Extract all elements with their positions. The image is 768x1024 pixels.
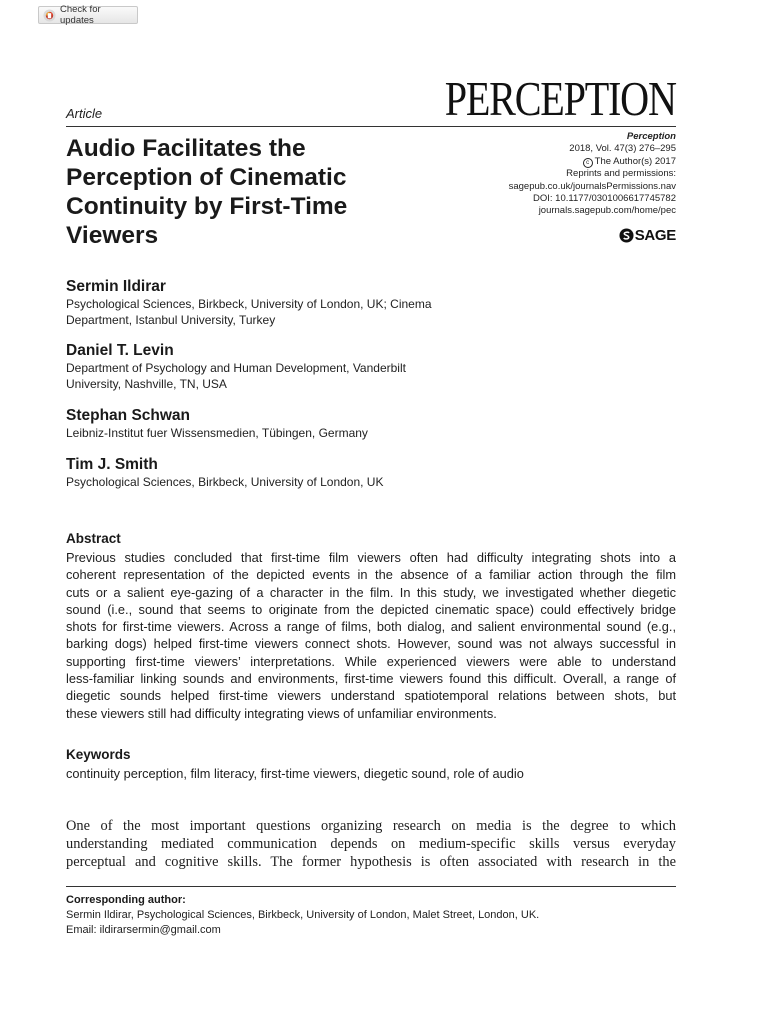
journal-name: Perception [626, 131, 676, 142]
author-name: Tim J. Smith [66, 456, 158, 473]
abstract-line: cuts or a salient eye-gazing of a character in the film. In this study, we investigated whether diegetic [66, 584, 676, 600]
copyright-text: The Author(s) 2017 [594, 155, 676, 167]
corresponding-author-email[interactable]: Email: ildirarsermin@gmail.com [66, 924, 221, 936]
keywords-text: continuity perception, film literacy, first-time viewers, diegetic sound, role of audio [66, 766, 524, 781]
header-divider [66, 126, 676, 127]
title-line: Continuity by First-Time [66, 193, 348, 220]
publisher-name: SAGE [634, 227, 676, 244]
publication-metadata [509, 131, 676, 218]
title-line: Audio Facilitates the [66, 135, 306, 162]
author-name: Sermin Ildirar [66, 278, 166, 295]
author-affiliation [66, 474, 506, 490]
author-name: Stephan Schwan [66, 407, 191, 424]
copyright-icon: c [583, 158, 593, 168]
article-title [66, 134, 466, 250]
doi-link[interactable]: DOI: 10.1177/0301006617745782 [533, 193, 676, 205]
article-type-label: Article [66, 106, 103, 121]
sage-logo-icon [619, 228, 634, 243]
corresponding-author-address: Sermin Ildirar, Psychological Sciences, Birkbeck, University of London, Malet Street, London, UK. [66, 909, 540, 921]
body-line: understanding mediated communication depends on medium-specific skills versus everyday [66, 836, 676, 852]
journal-home-link[interactable]: journals.sagepub.com/home/pec [538, 205, 676, 217]
journal-logo: PERCEPTION [444, 71, 676, 126]
reprints-label: Reprints and permissions: [566, 168, 676, 180]
abstract-line: Previous studies concluded that first-time film viewers often had difficulty integrating shots into a [66, 550, 676, 565]
title-line: Viewers [66, 222, 159, 249]
corresponding-author-heading: Corresponding author: [66, 894, 186, 906]
abstract-line: diegetic sounds helped first-time viewers understand spatiotemporal relations between shots, but [66, 688, 676, 704]
abstract-line: these viewers still had difficulty integrating views of unfamiliar environments. [66, 705, 497, 721]
abstract-line: shots for first-time viewers. Across a range of films, both dialog, and salient environmental sound (e.g., [66, 619, 676, 635]
affiliation-line: Psychological Sciences, Birkbeck, University of London, UK; Cinema [66, 297, 432, 311]
affiliation-line: Psychological Sciences, Birkbeck, University of London, UK [66, 475, 384, 489]
abstract-heading: Abstract [66, 531, 121, 546]
author-affiliation [66, 296, 506, 328]
publisher-logo [619, 227, 676, 244]
abstract-line: sound (i.e., sound that seems to originate from the depicted cinematic space) could effectively bridge [66, 601, 676, 617]
footnote-divider [66, 886, 676, 887]
abstract-line: less-familiar linking sounds and environments, first-time viewers found this difficult. Overall, a range of [66, 671, 676, 687]
keywords-heading: Keywords [66, 747, 131, 762]
affiliation-line: Leibniz-Institut fuer Wissensmedien, Tübingen, Germany [66, 426, 368, 440]
author-affiliation [66, 425, 506, 441]
abstract-body [66, 549, 676, 722]
author-affiliation [66, 360, 506, 392]
body-line: One of the most important questions organizing research on media is the degree to which [66, 818, 676, 834]
body-line: perceptual and cognitive skills. The former hypothesis is often associated with research in the [66, 854, 676, 870]
check-for-updates-label: Check for updates [59, 4, 101, 26]
title-line: Perception of Cinematic [66, 164, 347, 191]
affiliation-line: University, Nashville, TN, USA [66, 377, 227, 391]
check-updates-icon [43, 9, 56, 22]
abstract-line: coherent representation of the depicted events in the absence of a familiar action through the film [66, 567, 676, 583]
reprints-link[interactable]: sagepub.co.uk/journalsPermissions.nav [508, 180, 676, 192]
volume-info: 2018, Vol. 47(3) 276–295 [569, 143, 676, 155]
abstract-line: supporting first-time viewers’ interpretations. While experienced viewers were able to understand [66, 653, 676, 669]
author-name: Daniel T. Levin [66, 342, 174, 359]
check-for-updates-button[interactable] [38, 6, 138, 24]
copyright-line [509, 156, 676, 168]
body-paragraph [66, 817, 676, 871]
affiliation-line: Department, Istanbul University, Turkey [66, 313, 276, 327]
affiliation-line: Department of Psychology and Human Development, Vanderbilt [66, 361, 406, 375]
abstract-line: barking dogs) helped first-time viewers connect shots. However, sound was not always successful in [66, 636, 676, 652]
